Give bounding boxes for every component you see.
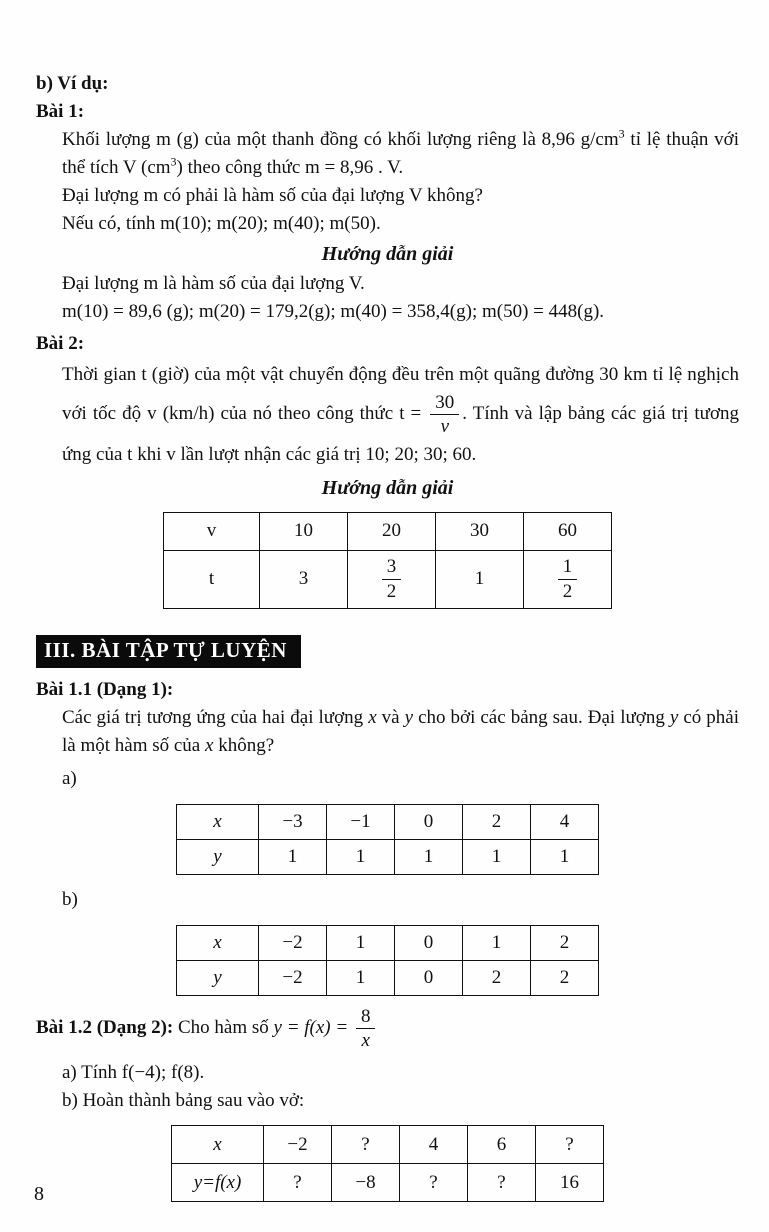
bai11-text-5: không?	[213, 734, 275, 756]
table-cell: 2	[531, 960, 599, 995]
table-cell: 6	[468, 1126, 536, 1164]
table-cell: −2	[264, 1126, 332, 1164]
table-cell: 1	[395, 839, 463, 874]
table-cell: ?	[332, 1126, 400, 1164]
table-row-y	[172, 1164, 604, 1202]
table-row-x	[177, 804, 599, 839]
table-cell: x	[172, 1126, 264, 1164]
table-cell: 60	[524, 512, 612, 550]
fraction-numerator: 3	[382, 556, 402, 579]
table-row-v	[164, 512, 612, 550]
superscript-3: 3	[170, 154, 177, 169]
superscript-3: 3	[618, 126, 625, 141]
table-cell: −2	[259, 925, 327, 960]
bai1-text-3: ) theo công thức m = 8,96 . V.	[176, 157, 404, 178]
table-cell: x	[177, 925, 259, 960]
section-banner-wrap	[36, 619, 739, 676]
table-cell: t	[164, 550, 260, 608]
table-cell: 16	[536, 1164, 604, 1202]
bai12-table	[171, 1125, 604, 1202]
bai12-item-a: a) Tính f(−4); f(8).	[62, 1062, 205, 1084]
table-cell: y=f(x)	[172, 1164, 264, 1202]
variable-y: y	[404, 706, 414, 728]
page-number: 8	[34, 1183, 44, 1206]
variable-x: x	[368, 706, 377, 728]
bai2-values-table	[163, 512, 612, 609]
table-cell: 2	[463, 804, 531, 839]
fraction-numerator: 8	[356, 1006, 376, 1029]
bai1-paragraph	[62, 126, 739, 182]
table-cell: 30	[436, 512, 524, 550]
variable-y: y	[669, 706, 679, 728]
table-cell: −2	[259, 960, 327, 995]
table-cell	[524, 550, 612, 608]
table-cell: 1	[327, 839, 395, 874]
table-cell: 10	[260, 512, 348, 550]
bai12-title-line	[36, 1006, 739, 1052]
bai2-text-2: . Tính và lập bảng các giá trị tương ứng của t khi v lần lượt nhận các giá trị 10; 20; 30; 60.	[62, 403, 740, 465]
bai1-solution-line-2: m(10) = 89,6 (g); m(20) = 179,2(g); m(40) = 358,4(g); m(50) = 448(g).	[62, 301, 605, 322]
table-cell: v	[164, 512, 260, 550]
table-cell: ?	[264, 1164, 332, 1202]
bai11-text-3: cho bởi các bảng sau. Đại lượng	[413, 706, 670, 728]
table-cell: 4	[531, 804, 599, 839]
table-cell: x	[177, 804, 259, 839]
table-cell: −3	[259, 804, 327, 839]
fraction-denominator: v	[440, 416, 449, 438]
bai11-paragraph	[62, 704, 739, 760]
fraction-denominator: x	[361, 1029, 370, 1051]
table-cell: 2	[463, 960, 531, 995]
bai1-text-2: tỉ lệ thuận với thể tích V (cm	[62, 129, 739, 178]
table-cell: 1	[463, 925, 531, 960]
table-row-y	[177, 960, 599, 995]
bai1-text-1: Khối lượng m (g) của một thanh đồng có khối lượng riêng là 8,96 g/cm	[62, 129, 619, 150]
table-cell: 1	[436, 550, 524, 608]
table-cell: 1	[327, 925, 395, 960]
fraction-8-over-x	[356, 1006, 376, 1052]
bai11-text-4: có phải là một hàm số của	[62, 706, 739, 756]
section-heading-banner: III. BÀI TẬP TỰ LUYỆN	[36, 635, 301, 668]
table-cell: y	[177, 839, 259, 874]
table-cell: 1	[531, 839, 599, 874]
bai12-title: Bài 1.2 (Dạng 2):	[36, 1016, 174, 1038]
table-cell: ?	[468, 1164, 536, 1202]
table-cell: 1	[463, 839, 531, 874]
bai2-solution-heading: Hướng dẫn giải	[321, 476, 454, 499]
table-cell: −1	[327, 804, 395, 839]
table-cell: y	[177, 960, 259, 995]
fraction-30-over-v	[430, 392, 459, 438]
table-cell: 0	[395, 804, 463, 839]
bai11-text-1: Các giá trị tương ứng của hai đại lượng	[62, 706, 369, 728]
table-cell: 1	[327, 960, 395, 995]
bai11-label-a: a)	[62, 767, 77, 789]
table-cell: ?	[536, 1126, 604, 1164]
table-cell: ?	[400, 1164, 468, 1202]
bai12-item-b: b) Hoàn thành bảng sau vào vở:	[62, 1090, 305, 1112]
bai11-table-b	[176, 925, 599, 996]
bai12-intro: Cho hàm số	[173, 1016, 274, 1038]
fraction-denominator: 2	[386, 580, 397, 602]
bai11-text-2: và	[376, 706, 405, 728]
bai1-solution-heading: Hướng dẫn giải	[321, 243, 454, 265]
table-cell: −8	[332, 1164, 400, 1202]
example-section-heading: b) Ví dụ:	[36, 73, 109, 94]
fraction-denominator: 2	[562, 580, 573, 602]
variable-x: x	[205, 734, 214, 756]
bai2-title: Bài 2:	[36, 333, 85, 354]
table-cell: 3	[260, 550, 348, 608]
fraction-numerator: 30	[430, 392, 459, 415]
table-row-t	[164, 550, 612, 608]
table-cell: 0	[395, 925, 463, 960]
bai1-solution-line-1: Đại lượng m là hàm số của đại lượng V.	[62, 273, 365, 294]
fraction-numerator: 1	[558, 556, 578, 579]
bai11-label-b: b)	[62, 888, 78, 910]
table-cell: 2	[531, 925, 599, 960]
fraction-3-over-2	[382, 556, 402, 602]
fraction-1-over-2	[558, 556, 578, 602]
table-cell: 1	[259, 839, 327, 874]
table-row-x	[177, 925, 599, 960]
bai1-title: Bài 1:	[36, 101, 85, 122]
bai11-table-a	[176, 804, 599, 875]
bai12-formula-prefix: y = f(x) =	[273, 1016, 353, 1038]
bai2-paragraph	[62, 358, 739, 472]
bai2-text-1: Thời gian t (giờ) của một vật chuyển động đều trên một quãng đường 30 km tỉ lệ nghịch với tốc độ v (km/h) của nó theo công thức t =	[62, 364, 739, 425]
table-cell	[348, 550, 436, 608]
bai11-title: Bài 1.1 (Dạng 1):	[36, 678, 174, 700]
bai1-question-line: Đại lượng m có phải là hàm số của đại lượng V không?	[62, 185, 483, 206]
bai1-compute-line: Nếu có, tính m(10); m(20); m(40); m(50).	[62, 213, 381, 234]
table-row-x	[172, 1126, 604, 1164]
table-cell: 0	[395, 960, 463, 995]
table-row-y	[177, 839, 599, 874]
table-cell: 20	[348, 512, 436, 550]
table-cell: 4	[400, 1126, 468, 1164]
